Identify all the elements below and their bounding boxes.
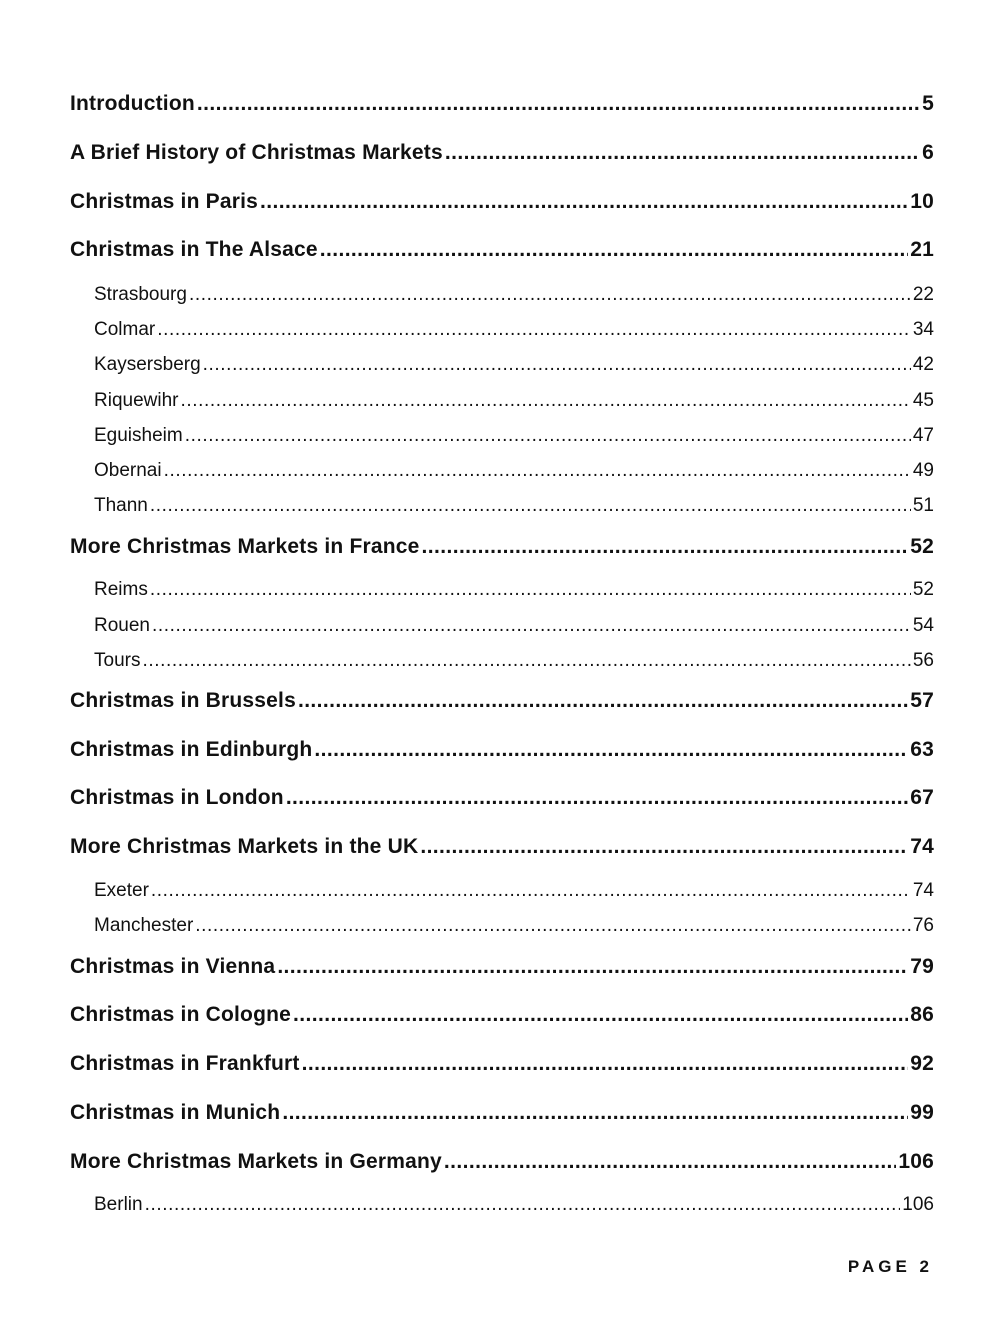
dot-leader bbox=[164, 460, 911, 482]
toc-entry-page: 5 bbox=[922, 92, 934, 115]
dot-leader bbox=[150, 579, 911, 601]
dot-leader bbox=[420, 835, 908, 859]
toc-entry-title: A Brief History of Christmas Markets bbox=[70, 141, 443, 164]
toc-entry-page: 51 bbox=[912, 495, 934, 516]
dot-leader bbox=[203, 354, 911, 376]
toc-entry-title: More Christmas Markets in the UK bbox=[70, 835, 419, 858]
dot-leader bbox=[302, 1052, 909, 1076]
toc-entry[interactable] bbox=[70, 835, 934, 859]
toc-entry[interactable] bbox=[70, 238, 934, 262]
dot-leader bbox=[293, 1003, 908, 1027]
dot-leader bbox=[151, 880, 911, 902]
toc-subentry[interactable] bbox=[94, 1194, 934, 1216]
toc-entry-title: Christmas in Cologne bbox=[70, 1003, 292, 1026]
toc-entry-title: Christmas in Brussels bbox=[70, 689, 296, 712]
toc-entry-title: Christmas in Munich bbox=[70, 1101, 281, 1124]
toc-entry[interactable] bbox=[70, 738, 934, 762]
toc-entry-title: Tours bbox=[94, 650, 141, 671]
toc-entry[interactable] bbox=[70, 1052, 934, 1076]
toc-entry[interactable] bbox=[70, 1101, 934, 1125]
toc-entry-page: 74 bbox=[912, 880, 934, 901]
dot-leader bbox=[142, 650, 910, 672]
toc-entry-title: Reims bbox=[94, 579, 148, 600]
dot-leader bbox=[157, 319, 911, 341]
dot-leader bbox=[180, 390, 910, 412]
toc-entry-page: 86 bbox=[910, 1003, 934, 1026]
toc-entry-page: 54 bbox=[912, 615, 934, 636]
toc-entry-page: 42 bbox=[912, 354, 934, 375]
toc-subentry[interactable] bbox=[94, 880, 934, 902]
toc-entry-page: 92 bbox=[910, 1052, 934, 1075]
toc-entry[interactable] bbox=[70, 190, 934, 214]
toc-entry[interactable] bbox=[70, 689, 934, 713]
toc-entry[interactable] bbox=[70, 92, 934, 116]
toc-entry-page: 22 bbox=[912, 284, 934, 305]
toc-entry-title: More Christmas Markets in France bbox=[70, 535, 420, 558]
toc-entry-page: 74 bbox=[910, 835, 934, 858]
dot-leader bbox=[320, 238, 908, 262]
toc-entry-page: 57 bbox=[910, 689, 934, 712]
toc-entry-page: 6 bbox=[922, 141, 934, 164]
dot-leader bbox=[422, 535, 909, 559]
dot-leader bbox=[314, 738, 908, 762]
toc-entry-title: Eguisheim bbox=[94, 425, 183, 446]
toc-subentry[interactable] bbox=[94, 615, 934, 637]
toc-subentry[interactable] bbox=[94, 319, 934, 341]
dot-leader bbox=[145, 1194, 901, 1216]
toc-entry[interactable] bbox=[70, 1003, 934, 1027]
dot-leader bbox=[150, 495, 911, 517]
toc-entry-page: 52 bbox=[912, 579, 934, 600]
toc-subentry[interactable] bbox=[94, 354, 934, 376]
dot-leader bbox=[260, 190, 908, 214]
toc-entry-page: 106 bbox=[902, 1194, 934, 1215]
dot-leader bbox=[445, 141, 920, 165]
toc-entry-title: Strasbourg bbox=[94, 284, 187, 305]
toc-entry-title: Berlin bbox=[94, 1194, 143, 1215]
toc-entry-page: 99 bbox=[910, 1101, 934, 1124]
toc-entry[interactable] bbox=[70, 955, 934, 979]
dot-leader bbox=[197, 92, 920, 116]
dot-leader bbox=[277, 955, 908, 979]
toc-subentry[interactable] bbox=[94, 650, 934, 672]
toc-entry-title: Christmas in The Alsace bbox=[70, 238, 318, 261]
dot-leader bbox=[152, 615, 911, 637]
toc-entry-title: More Christmas Markets in Germany bbox=[70, 1150, 442, 1173]
toc-entry-page: 47 bbox=[912, 425, 934, 446]
dot-leader bbox=[185, 425, 911, 447]
toc-entry[interactable] bbox=[70, 535, 934, 559]
toc-entry-title: Christmas in Edinburgh bbox=[70, 738, 313, 761]
toc-entry-page: 45 bbox=[912, 390, 934, 411]
dot-leader bbox=[189, 284, 911, 306]
toc-entry[interactable] bbox=[70, 141, 934, 165]
toc-subentry[interactable] bbox=[94, 460, 934, 482]
toc-entry-title: Riquewihr bbox=[94, 390, 179, 411]
dot-leader bbox=[286, 786, 908, 810]
toc-entry-title: Obernai bbox=[94, 460, 162, 481]
toc-entry-title: Introduction bbox=[70, 92, 195, 115]
toc-subentry[interactable] bbox=[94, 495, 934, 517]
toc-entry-page: 67 bbox=[910, 786, 934, 809]
toc-entry-title: Christmas in Vienna bbox=[70, 955, 276, 978]
toc-entry-title: Rouen bbox=[94, 615, 150, 636]
toc-entry-page: 106 bbox=[898, 1150, 934, 1173]
dot-leader bbox=[195, 915, 911, 937]
toc-entry-title: Exeter bbox=[94, 880, 149, 901]
toc-entry-title: Manchester bbox=[94, 915, 194, 936]
toc-subentry[interactable] bbox=[94, 284, 934, 306]
toc-subentry[interactable] bbox=[94, 390, 934, 412]
toc-entry-page: 76 bbox=[912, 915, 934, 936]
toc-subentry[interactable] bbox=[94, 915, 934, 937]
toc-subentry[interactable] bbox=[94, 579, 934, 601]
toc-entry-title: Christmas in London bbox=[70, 786, 284, 809]
toc-entry-page: 21 bbox=[910, 238, 934, 261]
toc-entry-page: 63 bbox=[910, 738, 934, 761]
toc-entry[interactable] bbox=[70, 1150, 934, 1174]
toc-entry-title: Colmar bbox=[94, 319, 156, 340]
toc-subentry[interactable] bbox=[94, 425, 934, 447]
toc-entry-page: 56 bbox=[912, 650, 934, 671]
dot-leader bbox=[298, 689, 908, 713]
dot-leader bbox=[282, 1101, 908, 1125]
toc-entry-page: 52 bbox=[910, 535, 934, 558]
toc-entry-page: 34 bbox=[912, 319, 934, 340]
dot-leader bbox=[444, 1150, 896, 1174]
toc-entry-title: Kaysersberg bbox=[94, 354, 201, 375]
page-number: PAGE 2 bbox=[847, 1257, 933, 1276]
toc-entry-page: 10 bbox=[910, 190, 934, 213]
toc-entry-title: Christmas in Paris bbox=[70, 190, 259, 213]
toc-entry-page: 79 bbox=[910, 955, 934, 978]
toc-entry-page: 49 bbox=[912, 460, 934, 481]
toc-entry[interactable] bbox=[70, 786, 934, 810]
toc-entry-title: Christmas in Frankfurt bbox=[70, 1052, 300, 1075]
toc-entry-title: Thann bbox=[94, 495, 148, 516]
